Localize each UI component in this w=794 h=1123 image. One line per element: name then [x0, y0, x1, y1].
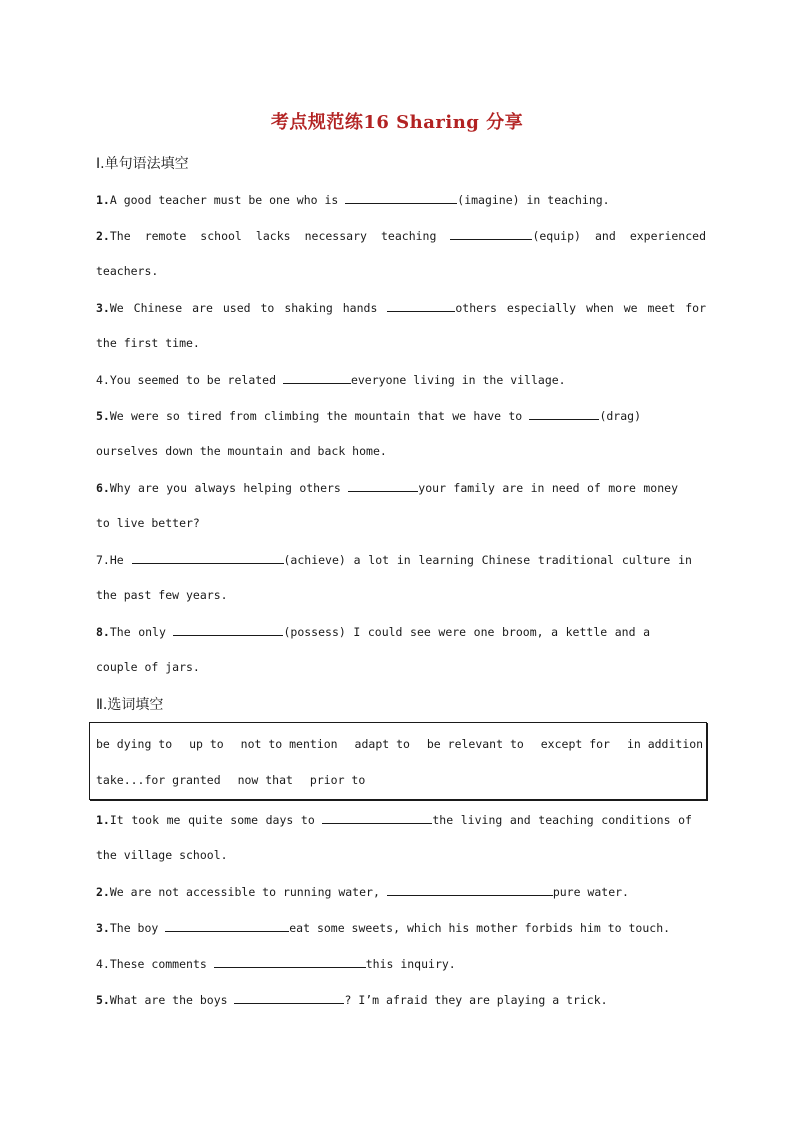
answer-blank[interactable]	[387, 300, 455, 312]
word-bank-item: except for	[540, 737, 610, 751]
question-2-4: 4.These comments this inquiry.	[96, 957, 456, 971]
question-2-1: 1.It took me quite some days to the living and teaching conditions of	[96, 813, 692, 827]
word-bank-item: in addition	[626, 737, 704, 751]
answer-blank[interactable]	[348, 480, 418, 492]
question-1-8: 8.The only (possess) I could see were one broom, a kettle and a	[96, 625, 651, 639]
question-1-6-cont: to live better?	[96, 516, 200, 530]
answer-blank[interactable]	[322, 812, 432, 824]
question-2-5: 5.What are the boys ? I’m afraid they are playing a trick.	[96, 993, 608, 1007]
answer-blank[interactable]	[345, 192, 457, 204]
question-1-7-cont: the past few years.	[96, 588, 228, 602]
word-bank-box	[89, 722, 707, 800]
question-1-8-cont: couple of jars.	[96, 660, 200, 674]
question-2-3: 3.The boy eat some sweets, which his mother forbids him to touch.	[96, 921, 671, 935]
word-bank-item: now that	[237, 773, 293, 787]
question-1-6: 6.Why are you always helping others your family are in need of more money	[96, 481, 678, 495]
question-1-4: 4.You seemed to be related everyone living in the village.	[96, 373, 566, 387]
answer-blank[interactable]	[450, 228, 532, 240]
question-1-5: 5.We were so tired from climbing the mountain that we have to (drag)	[96, 409, 641, 423]
question-1-1: 1.A good teacher must be one who is (imagine) in teaching.	[96, 193, 610, 207]
answer-blank[interactable]	[529, 408, 599, 420]
word-bank-row-2	[96, 773, 375, 787]
question-2-1-cont: the village school.	[96, 848, 228, 862]
word-bank-item: prior to	[309, 773, 366, 787]
page-title: 考点规范练16 Sharing 分享	[270, 112, 524, 133]
question-1-2: 2.The remote school lacks necessary teaching (equip) and experienced	[96, 229, 706, 243]
word-bank-item: be dying to	[96, 737, 173, 751]
answer-blank[interactable]	[132, 552, 284, 564]
question-2-2: 2.We are not accessible to running water, pure water.	[96, 885, 629, 899]
question-1-5-cont: ourselves down the mountain and back home.	[96, 444, 387, 458]
section-heading-word-choice: Ⅱ.选词填空	[96, 697, 164, 713]
question-1-7: 7.He (achieve) a lot in learning Chinese traditional culture in	[96, 553, 692, 567]
word-bank-item: not to mention	[240, 737, 338, 751]
word-bank-row-1	[96, 737, 703, 751]
word-bank-item: be relevant to	[426, 737, 524, 751]
word-bank-item: adapt to	[354, 737, 410, 751]
question-1-2-cont: teachers.	[96, 264, 159, 278]
word-bank-item: take...for granted	[96, 773, 221, 787]
answer-blank[interactable]	[234, 992, 344, 1004]
question-1-3: 3.We Chinese are used to shaking hands others especially when we meet for	[96, 301, 706, 315]
answer-blank[interactable]	[165, 920, 289, 932]
answer-blank[interactable]	[173, 624, 283, 636]
answer-blank[interactable]	[387, 884, 553, 896]
word-bank-item: up to	[189, 737, 224, 751]
answer-blank[interactable]	[283, 372, 351, 384]
answer-blank[interactable]	[214, 956, 366, 968]
section-heading-grammar: Ⅰ.单句语法填空	[96, 156, 189, 172]
question-1-3-cont: the first time.	[96, 336, 200, 350]
